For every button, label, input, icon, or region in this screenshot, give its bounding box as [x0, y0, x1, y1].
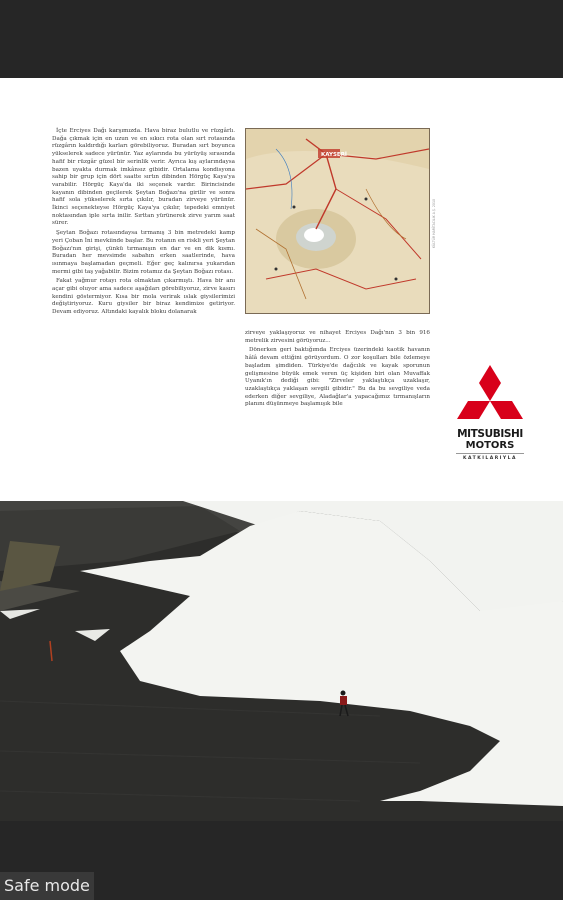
paragraph: zirveye yaklaşıyoruz ve nihayet Erciyes Dağı'nın 3 bin 916 metrelik zirvesini görüyoruz...	[245, 330, 430, 344]
article-column-1	[52, 128, 235, 319]
magazine-page[interactable]	[0, 78, 563, 821]
logo-divider	[456, 453, 524, 454]
paragraph: Şeytan Boğazı rotasındaysa tırmanış 3 bin metredeki kamp yeri Çoban İni mevkiinde başlar. Bu rotanın en riskli yeri Şeytan Boğazı'nın girişi, çünkü tırmanışın en dar ve en dik kısmı. Buradan her mevsimde sabahın erken saatlerinde, hava ısınmaya başlamadan geçmeli. Eğer geç kalınırsa yukarıdan mermi gibi taş yağabilir. Bizim rotamız da Şeytan Boğazı rotası.	[52, 230, 235, 275]
map-city-label: KAYSERİ	[321, 152, 347, 158]
top-bar	[0, 0, 563, 78]
paragraph: Dönerken geri baktığımda Erciyes üzerindeki kaotik havanın hâlâ devam ettiğini görüyordum. O zor koşulları bile özlemeye başladım şimdiden. Türkiye'de dağcılık ve kayak sporunun gelişmesine büyük emek veren üç kişiden biri olan Muvaffak Uyanık'ın dediği gibi: "Zirveler yaklaştıkça uzaklaşır, uzaklaştıkça yaklaşan sevgili gibidir." Bu da bu sevgiliye veda ederken diğer sevgiliye, Aladağlar'a yapacağımız tırmanışların planını düşünmeye başlamışık bile	[245, 347, 430, 408]
article-column-2	[245, 330, 430, 411]
mitsubishi-logo	[452, 365, 528, 461]
logo-brand: MITSUBISHI	[457, 428, 523, 440]
logo-brand-sub: MOTORS	[465, 440, 515, 451]
climber-photo	[0, 501, 563, 821]
paragraph: Fakat yağmur rotayı rota olmaktan çıkarmıştı. Hava bir anı açar gibi oluyor ama sadece aşağıları görebiliyoruz, zirve kasırı kendini göstermiyor. Kısa bir mola verirak ıslak giysilerimizi değiştiriyoruz. Kuru giysiler bir biraz kendimize getiriyor. Devam ediyoruz. Altındaki kayalık bloku dolanarak	[52, 278, 235, 316]
paragraph: İçte Erciyes Dağı karşımızda. Hava biraz bulutlu ve rüzgârlı. Dağa çıkmak için en uzun ve en sıkıcı rota olan sırt rotasında rüzgârın kaldırdığı karları görebiliyoruz. Buradan sırt boyunca yükselerek sadece yürünür. Yaz aylarında bu yürüyüş sırasında hafif bir rüzgâr güzel bir serinlik verir. Ayrıca kış aylarındaysa bazen uyakta durmak imkânsız gibidir. Ortalama kondisyona sahip bir grup için dört saatte sırtın dibinden Hörgüç Kaya'ya varabilir. Hörgüç Kaya'da iki seçenek vardır. Birincisinde kayanın dibinden geçilerek Şeytan Boğazı'na girilir ve sonra hafif sola yükselerek sırta çıkılır, buradan zirveye yürünür. İkinci seçenekteyse Hörgüç Kaya'ya çıkılır, tepedeki emniyet noktasından iple sırta inilir. Sırttan yürünerek zirve yarım saat sürer.	[52, 128, 235, 227]
three-diamonds-icon	[454, 365, 526, 427]
sponsor-label: KATKILARIYLA	[463, 456, 517, 461]
safe-mode-indicator: Safe mode	[0, 872, 94, 900]
map-credit: KÜLTÜR HARİTACILIK A.Ş. 2010	[432, 198, 436, 248]
region-map	[245, 128, 430, 314]
